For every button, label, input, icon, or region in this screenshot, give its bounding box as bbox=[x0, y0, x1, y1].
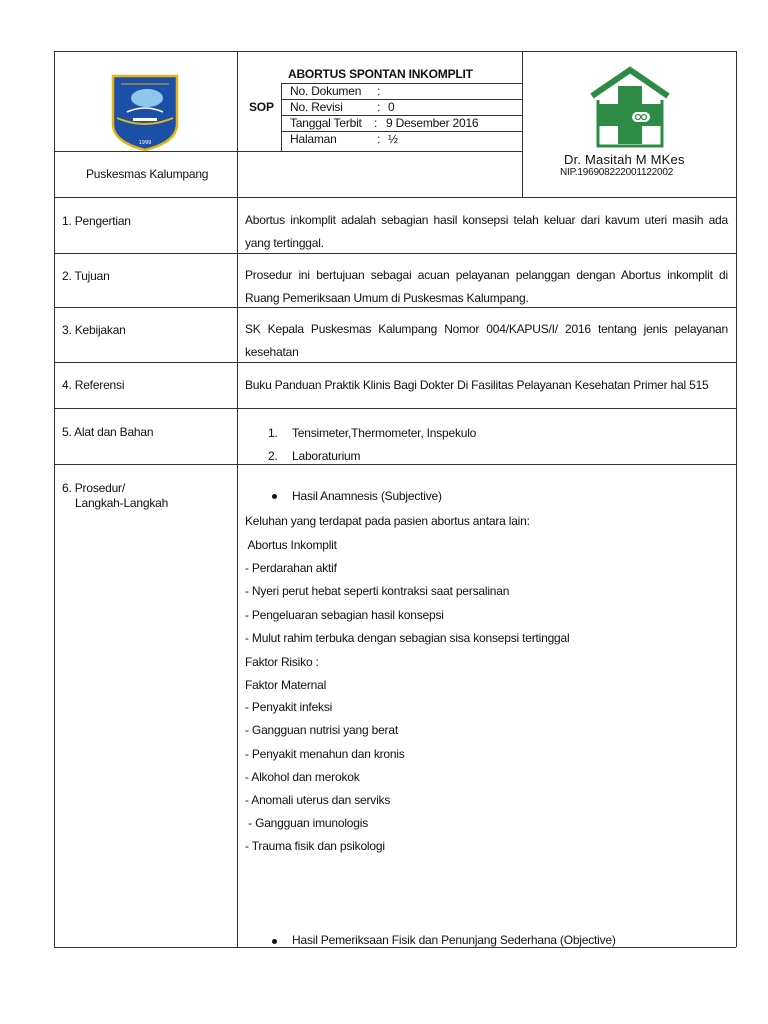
meta-value: ½ bbox=[388, 132, 398, 146]
document-title: ABORTUS SPONTAN INKOMPLIT bbox=[288, 67, 473, 81]
section-label-pengertian: 1. Pengertian bbox=[62, 214, 131, 228]
section-text-kebijakan: SK Kepala Puskesmas Kalumpang Nomor 004/KAPUS/I/ 2016 tentang jenis pelayanan kesehatan bbox=[245, 322, 728, 359]
table-border-top bbox=[54, 51, 736, 52]
row-separator bbox=[54, 464, 736, 465]
list-number: 1. bbox=[268, 426, 278, 440]
section-label-prosedur: 6. Prosedur/ bbox=[62, 481, 125, 495]
emblem-year: 1999 bbox=[138, 140, 152, 146]
meta-separator: : bbox=[374, 116, 378, 130]
procedure-line: - Nyeri perut hebat seperti kontraksi saat persalinan bbox=[245, 584, 510, 598]
section-label-referensi: 4. Referensi bbox=[62, 378, 125, 392]
meta-separator: : bbox=[377, 84, 381, 98]
institution-name: Puskesmas Kalumpang bbox=[86, 167, 209, 181]
table-border-left bbox=[54, 51, 55, 947]
section-label-alat: 5. Alat dan Bahan bbox=[62, 425, 154, 439]
signatory-nip: NIP.196908222001122002 bbox=[560, 167, 674, 178]
meta-separator: : bbox=[377, 132, 381, 146]
procedure-line: - Penyakit menahun dan kronis bbox=[245, 747, 405, 761]
row-separator bbox=[54, 408, 736, 409]
puskesmas-logo bbox=[588, 66, 672, 152]
header-bottom-line bbox=[54, 197, 736, 198]
section-text-tujuan: Prosedur ini bertujuan sebagai acuan pelayanan pelanggan dengan Abortus inkomplit di Ruang Pemeriksaan Umum di Puskesmas Kalumpang. bbox=[245, 268, 728, 305]
procedure-line: - Alkohol dan merokok bbox=[245, 770, 360, 784]
procedure-line: - Mulut rahim terbuka dengan sebagian sisa konsepsi tertinggal bbox=[245, 631, 570, 645]
bullet-dot bbox=[272, 939, 277, 944]
section-label-prosedur-sub: Langkah-Langkah bbox=[75, 496, 169, 510]
procedure-line: - Pengeluaran sebagian hasil konsepsi bbox=[245, 608, 444, 622]
procedure-line: - Gangguan imunologis bbox=[245, 816, 369, 830]
bullet-anamnesis: Hasil Anamnesis (Subjective) bbox=[292, 489, 442, 503]
label-column-divider bbox=[237, 51, 238, 947]
procedure-line: - Anomali uterus dan serviks bbox=[245, 793, 391, 807]
procedure-line: - Gangguan nutrisi yang berat bbox=[245, 723, 398, 737]
procedure-line: Faktor Maternal bbox=[245, 678, 327, 692]
list-text: Laboraturium bbox=[292, 449, 361, 463]
meta-label: No. Dokumen bbox=[290, 84, 362, 98]
meta-label: Halaman bbox=[290, 132, 337, 146]
meta-label: No. Revisi bbox=[290, 100, 343, 114]
bullet-dot bbox=[272, 494, 277, 499]
table-border-right bbox=[736, 51, 737, 947]
meta-value: 9 Desember 2016 bbox=[386, 116, 479, 130]
table-border-bottom bbox=[54, 947, 736, 948]
regional-emblem-logo bbox=[111, 74, 179, 152]
sop-divider bbox=[281, 83, 282, 151]
procedure-line: - Trauma fisik dan psikologi bbox=[245, 839, 385, 853]
section-text-pengertian: Abortus inkomplit adalah sebagian hasil konsepsi telah keluar dari kavum uteri masih ada yang tertinggal. bbox=[245, 213, 728, 250]
procedure-line: Faktor Risiko : bbox=[245, 655, 319, 669]
section-text-referensi: Buku Panduan Praktik Klinis Bagi Dokter Di Fasilitas Pelayanan Kesehatan Primer hal 515 bbox=[245, 378, 709, 392]
procedure-line: Keluhan yang terdapat pada pasien abortus antara lain: bbox=[245, 514, 530, 528]
list-text: Tensimeter,Thermometer, Inspekulo bbox=[292, 426, 477, 440]
list-number: 2. bbox=[268, 449, 278, 463]
signatory-name: Dr. Masitah M MKes bbox=[564, 152, 685, 167]
meta-value: 0 bbox=[388, 100, 395, 114]
logo-column-divider bbox=[522, 51, 523, 197]
sop-label: SOP bbox=[249, 100, 274, 114]
section-label-kebijakan: 3. Kebijakan bbox=[62, 323, 126, 337]
bullet-objective: Hasil Pemeriksaan Fisik dan Penunjang Sederhana (Objective) bbox=[292, 933, 616, 947]
meta-label: Tanggal Terbit bbox=[290, 116, 362, 130]
procedure-line: - Perdarahan aktif bbox=[245, 561, 337, 575]
meta-separator: : bbox=[377, 100, 381, 114]
procedure-line: Abortus Inkomplit bbox=[245, 538, 337, 552]
procedure-line: - Penyakit infeksi bbox=[245, 700, 333, 714]
section-label-tujuan: 2. Tujuan bbox=[62, 269, 110, 283]
